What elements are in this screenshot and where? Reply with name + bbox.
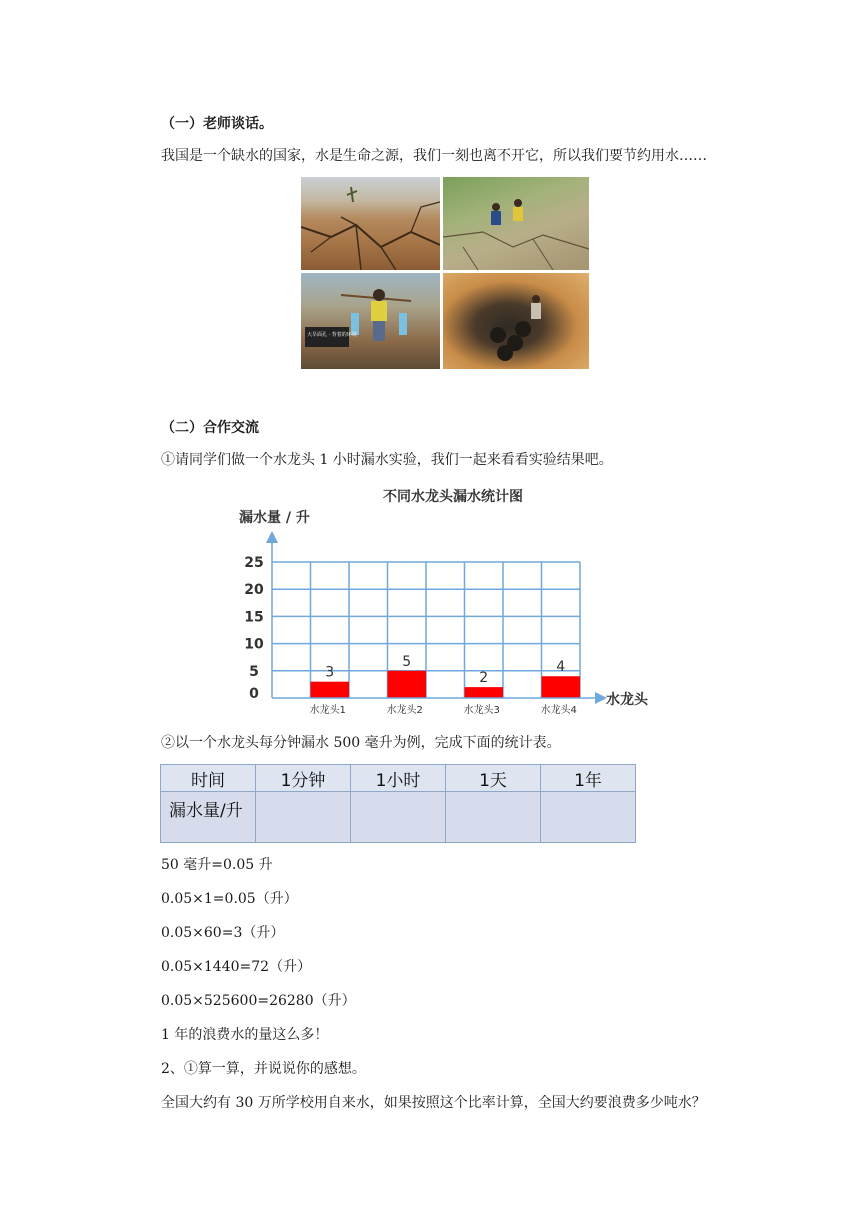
- data-label: 4: [556, 659, 566, 676]
- section-heading-cooperation: （二）合作交流: [161, 420, 259, 436]
- x-axis-label: 水龙头: [606, 692, 648, 708]
- experiment-instruction: ①请同学们做一个水龙头 1 小时漏水实验，我们一起来看看实验结果吧。: [161, 452, 613, 468]
- photo-caption: 大旱面孔 · 背着的环境: [307, 332, 357, 338]
- y-tick-label: 0: [249, 686, 259, 702]
- photo-dry-field-children: [443, 177, 589, 270]
- photo-well-buckets: [443, 273, 589, 369]
- bar: [311, 682, 350, 698]
- calc-line: 0.05×525600=26280（升）: [161, 993, 356, 1009]
- chart-bars: [311, 671, 581, 698]
- drought-photo-grid: [301, 177, 589, 369]
- calc-line: 0.05×60=3（升）: [161, 925, 285, 941]
- section-heading-teacher-talk: （一）老师谈话。: [161, 116, 273, 132]
- x-category-label: 水龙头3: [463, 705, 500, 716]
- table-header-cell: 1分钟: [256, 765, 351, 792]
- calc-conclusion: 1 年的浪费水的量这么多！: [161, 1027, 329, 1043]
- table-empty-cell[interactable]: [351, 792, 446, 843]
- y-tick-labels: [244, 555, 264, 702]
- table-header-row: [161, 765, 636, 792]
- exercise-question: 全国大约有 30 万所学校用自来水，如果按照这个比率计算，全国大约要浪费多少吨水？: [161, 1095, 706, 1111]
- table-row: [161, 792, 636, 843]
- exercise-instruction: 2、①算一算，并说说你的感想。: [161, 1061, 366, 1077]
- y-tick-label: 20: [244, 582, 264, 599]
- intro-paragraph: 我国是一个缺水的国家，水是生命之源，我们一刻也离不开它，所以我们要节约用水……: [161, 148, 707, 164]
- bar: [465, 687, 504, 698]
- leak-statistics-table: [160, 764, 636, 843]
- y-tick-label: 15: [244, 609, 264, 626]
- x-category-labels: [310, 703, 577, 716]
- table-header-cell: 1天: [446, 765, 541, 792]
- photo-child-carrying-water: [301, 273, 440, 369]
- x-category-label: 水龙头2: [386, 705, 423, 716]
- x-category-label: 水龙头1: [309, 705, 346, 716]
- leak-bar-chart: [230, 484, 660, 720]
- bar: [542, 676, 581, 698]
- data-label: 3: [325, 664, 335, 681]
- data-labels: [325, 654, 565, 686]
- table-row-label: 漏水量/升: [161, 792, 256, 843]
- table-header-cell: 1小时: [351, 765, 446, 792]
- y-tick-label: 10: [244, 636, 264, 653]
- bar: [388, 671, 427, 698]
- calc-line: 0.05×1440=72（升）: [161, 959, 312, 975]
- table-empty-cell[interactable]: [541, 792, 636, 843]
- data-label: 2: [479, 670, 489, 687]
- table-instruction: ②以一个水龙头每分钟漏水 500 毫升为例，完成下面的统计表。: [161, 735, 561, 751]
- x-category-label: 水龙头4: [540, 705, 577, 716]
- calc-line: 50 毫升=0.05 升: [161, 857, 273, 873]
- chart-title: 不同水龙头漏水统计图: [383, 489, 523, 505]
- table-empty-cell[interactable]: [256, 792, 351, 843]
- y-tick-label: 5: [249, 663, 259, 680]
- table-header-cell: 1年: [541, 765, 636, 792]
- calc-line: 0.05×1=0.05（升）: [161, 891, 298, 907]
- table-header-cell: 时间: [161, 765, 256, 792]
- y-axis-label: 漏水量 / 升: [239, 510, 310, 526]
- photo-cracked-earth: [301, 177, 440, 270]
- y-tick-label: 25: [244, 555, 264, 571]
- table-empty-cell[interactable]: [446, 792, 541, 843]
- data-label: 5: [402, 653, 412, 670]
